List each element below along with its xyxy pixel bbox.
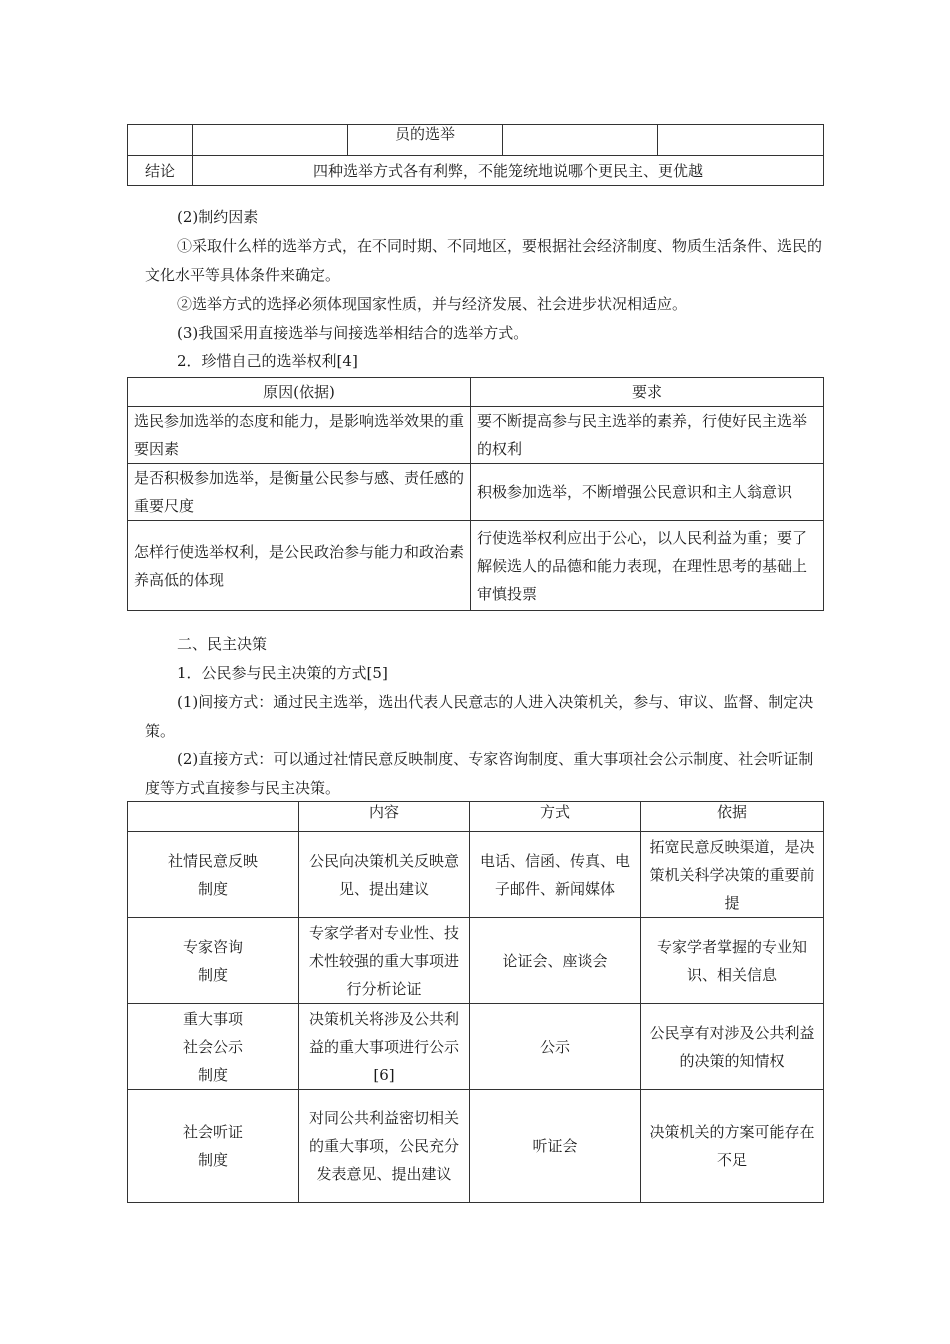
method-cell: 论证会、座谈会 — [470, 918, 641, 1004]
reason-cell: 怎样行使选举权利，是公民政治参与能力和政治素养高低的体现 — [128, 521, 471, 611]
table-cell — [193, 125, 348, 156]
decision-systems-table — [127, 801, 824, 1203]
reason-cell: 是否积极参加选举，是衡量公民参与感、责任感的重要尺度 — [128, 464, 471, 521]
method-cell: 公示 — [470, 1004, 641, 1090]
column-header: 依据 — [641, 802, 824, 832]
direct-method: (2)直接方式：可以通过社情民意反映制度、专家咨询制度、重大事项社会公示制度、社会听证制度等方式直接参与民主决策。 — [145, 750, 814, 797]
table-row — [128, 521, 824, 611]
column-header: 原因(依据) — [128, 378, 471, 407]
system-name: 社情民意反映制度 — [128, 832, 299, 918]
column-header: 内容 — [299, 802, 470, 832]
system-name: 社会听证制度 — [128, 1090, 299, 1203]
system-name: 重大事项社会公示制度 — [128, 1004, 299, 1090]
table-cell — [503, 125, 658, 156]
factor-1: ①采取什么样的选举方式，在不同时期、不同地区，要根据社会经济制度、物质生活条件、选民的文化水平等具体条件来确定。 — [145, 237, 823, 284]
table-cell — [658, 125, 824, 156]
china-election-method: (3)我国采用直接选举与间接选举相结合的选举方式。 — [177, 324, 529, 342]
section-heading-voting-rights: 2．珍惜自己的选举权利[4] — [177, 352, 358, 370]
basis-cell: 公民享有对涉及公共利益的决策的知情权 — [641, 1004, 824, 1090]
content-cell: 决策机关将涉及公共利益的重大事项进行公示[6] — [299, 1004, 470, 1090]
basis-cell: 拓宽民意反映渠道，是决策机关科学决策的重要前提 — [641, 832, 824, 918]
election-methods-table-continued — [127, 124, 824, 186]
requirement-cell: 积极参加选举，不断增强公民意识和主人翁意识 — [471, 464, 824, 521]
voting-rights-table — [127, 377, 824, 611]
column-header: 要求 — [471, 378, 824, 407]
content-cell: 对同公共利益密切相关的重大事项，公民充分发表意见、提出建议 — [299, 1090, 470, 1203]
table-row — [128, 464, 824, 521]
column-header: 方式 — [470, 802, 641, 832]
table-row — [128, 1090, 824, 1203]
basis-cell: 决策机关的方案可能存在不足 — [641, 1090, 824, 1203]
table-cell: 员的选举 — [348, 125, 503, 156]
content-cell: 公民向决策机关反映意见、提出建议 — [299, 832, 470, 918]
table-cell — [128, 125, 193, 156]
requirement-cell: 要不断提高参与民主选举的素养，行使好民主选举的权利 — [471, 407, 824, 464]
conclusion-text: 四种选举方式各有利弊，不能笼统地说哪个更民主、更优越 — [193, 156, 824, 186]
content-cell: 专家学者对专业性、技术性较强的重大事项进行分析论证 — [299, 918, 470, 1004]
section-heading-participation: 1．公民参与民主决策的方式[5] — [177, 664, 388, 682]
factor-2: ②选举方式的选择必须体现国家性质，并与经济发展、社会进步状况相适应。 — [177, 295, 688, 313]
table-row — [128, 407, 824, 464]
column-header — [128, 802, 299, 832]
table-row — [128, 832, 824, 918]
factors-title: (2)制约因素 — [177, 208, 259, 226]
section-title-democratic-decision: 二、民主决策 — [177, 635, 268, 653]
method-cell: 听证会 — [470, 1090, 641, 1203]
requirement-cell: 行使选举权利应出于公心，以人民利益为重；要了解候选人的品德和能力表现，在理性思考的基础上审慎投票 — [471, 521, 824, 611]
method-cell: 电话、信函、传真、电子邮件、新闻媒体 — [470, 832, 641, 918]
conclusion-label: 结论 — [128, 156, 193, 186]
table-row — [128, 1004, 824, 1090]
system-name: 专家咨询制度 — [128, 918, 299, 1004]
table-row — [128, 918, 824, 1004]
reason-cell: 选民参加选举的态度和能力，是影响选举效果的重要因素 — [128, 407, 471, 464]
basis-cell: 专家学者掌握的专业知识、相关信息 — [641, 918, 824, 1004]
indirect-method: (1)间接方式：通过民主选举，选出代表人民意志的人进入决策机关，参与、审议、监督、制定决策。 — [145, 693, 814, 740]
